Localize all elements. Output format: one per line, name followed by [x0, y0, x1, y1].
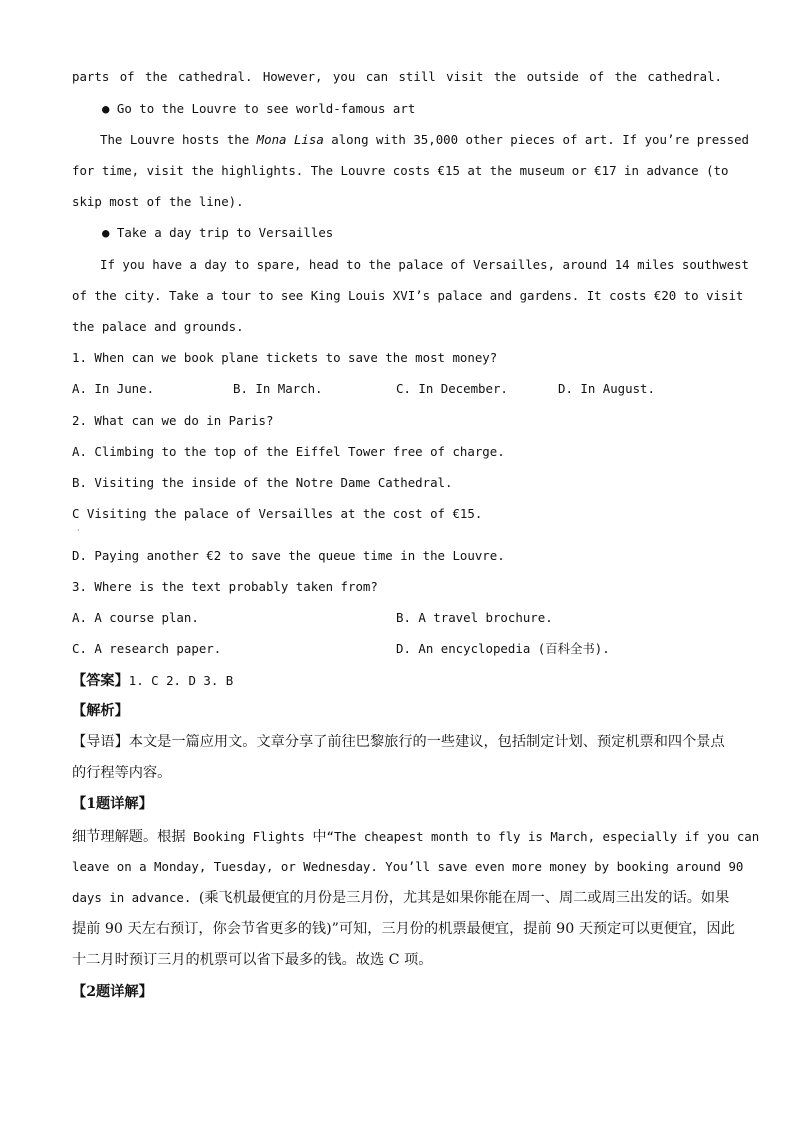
guide-paragraph-line: 的行程等内容。: [72, 765, 172, 781]
answer-value: 1. C 2. D 3. B: [128, 673, 234, 688]
text-run: Booking Flights: [185, 829, 313, 844]
option-b: B. In March.: [233, 381, 323, 396]
option-d: D. An encyclopedia (百科全书).: [396, 641, 610, 656]
text-run: along with 35,000 other pieces of art. If you’re pressed: [323, 132, 750, 147]
detail-paragraph-line: 提前 90 天左右预订，你会节省更多的钱)”可知，三月份的机票最便宜，提前 90 天预定可以更便宜，因此: [72, 921, 735, 937]
analysis-label: 【解析】: [72, 703, 129, 719]
question-1: 1. When can we book plane tickets to save the most money?: [72, 350, 498, 365]
passage-line: If you have a day to spare, head to the palace of Versailles, around 14 miles southwest: [100, 257, 750, 272]
answer-label: 【答案】: [72, 673, 129, 689]
option-a: A. A course plan.: [72, 610, 199, 625]
bullet-heading-versailles: ● Take a day trip to Versailles: [102, 225, 334, 240]
option-b: B. Visiting the inside of the Notre Dame Cathedral.: [72, 475, 453, 490]
question-2: 2. What can we do in Paris?: [72, 413, 274, 428]
option-a: A. Climbing to the top of the Eiffel Tower free of charge.: [72, 444, 505, 459]
passage-line: skip most of the line).: [72, 194, 244, 209]
passage-line: of the city. Take a tour to see King Louis XVI’s palace and gardens. It costs €20 to visit: [72, 288, 744, 303]
passage-line: parts of the cathedral. However, you can still visit the outside of the cathedral.: [72, 69, 722, 84]
passage-line: for time, visit the highlights. The Louvre costs €15 at the museum or €17 in advance (to: [72, 163, 729, 178]
guide-paragraph-line: 【导语】本文是一篇应用文。文章分享了前往巴黎旅行的一些建议，包括制定计划、预定机票和四个景点: [72, 734, 725, 750]
option-c: C. In December.: [396, 381, 508, 396]
detail-2-label: 【2题详解】: [72, 984, 153, 1000]
text-run: 中: [312, 829, 327, 845]
bullet-heading-louvre: ● Go to the Louvre to see world-famous art: [102, 101, 416, 116]
stray-mark: ·: [77, 526, 80, 535]
option-d: D. Paying another €2 to save the queue time in the Louvre.: [72, 548, 505, 563]
detail-paragraph-line: 十二月时预订三月的机票可以省下最多的钱。故选 C 项。: [72, 952, 433, 968]
detail-1-label: 【1题详解】: [72, 796, 153, 812]
answer-line: [72, 672, 722, 690]
passage-line: the palace and grounds.: [72, 319, 244, 334]
artwork-title: Mona Lisa: [256, 132, 324, 147]
passage-line: [100, 132, 750, 148]
detail-paragraph-line: leave on a Monday, Tuesday, or Wednesday. You’ll save even more money by booking around 90: [72, 859, 744, 874]
text-run: days in advance.: [72, 890, 199, 905]
detail-paragraph-line: [72, 828, 760, 846]
detail-paragraph-line: [72, 889, 730, 907]
option-b: B. A travel brochure.: [396, 610, 553, 625]
option-d: D. In August.: [558, 381, 655, 396]
option-c: C. A research paper.: [72, 641, 222, 656]
text-run: 细节理解题。根据: [72, 829, 186, 845]
text-run: (乘飞机最便宜的月份是三月份，尤其是如果你能在周一、周二或周三出发的话。如果: [198, 890, 730, 906]
option-a: A. In June.: [72, 381, 155, 396]
quote-run: “The cheapest month to fly is March, especially if you can: [326, 829, 760, 844]
option-c: C Visiting the palace of Versailles at the cost of €15.: [72, 506, 483, 521]
text-run: The Louvre hosts the: [100, 132, 257, 147]
question-3: 3. Where is the text probably taken from?: [72, 579, 378, 594]
